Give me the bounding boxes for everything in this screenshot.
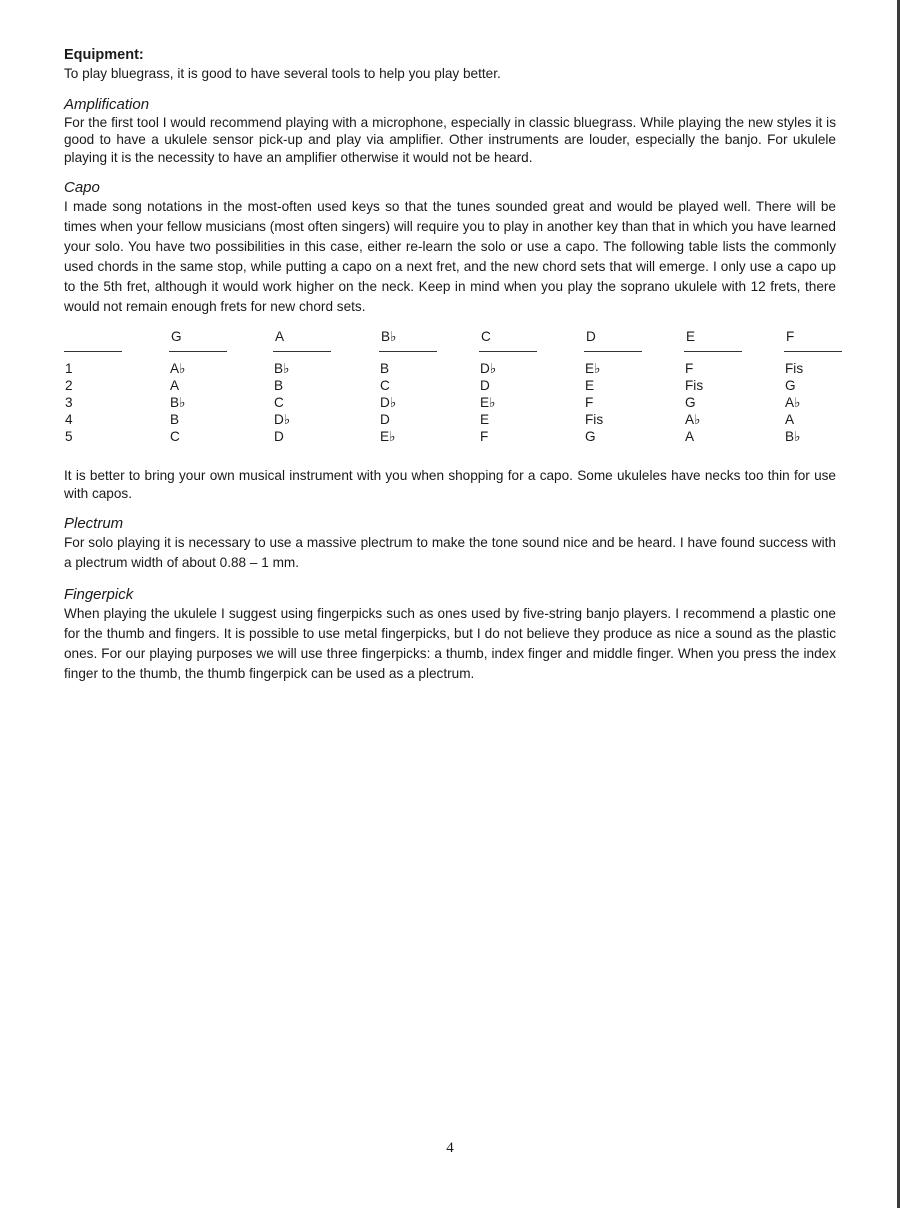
column-rule [684, 351, 742, 352]
chord-cell: C [170, 429, 180, 444]
chord-cell: B [274, 378, 284, 393]
key-header: F [786, 329, 795, 344]
fret-number: 5 [65, 429, 73, 444]
chord-cell: D♭ [380, 395, 397, 410]
chord-cell: F [685, 361, 694, 376]
chord-cell: D♭ [480, 361, 497, 376]
key-column-d [584, 327, 642, 445]
key-column-e [684, 327, 742, 445]
key-header: B♭ [381, 329, 397, 344]
capo-heading: Capo [64, 179, 100, 196]
amplification-paragraph: For the first tool I would recommend playing with a microphone, especially in classic bluegrass. While playing the new styles it is good to have a ukulele sensor pick-up and play via amplifier. Other instruments are louder, especially the banjo. For ukulele playing it is the necessity to have an amplifier otherwise it would not be heard. [64, 114, 836, 165]
chord-cell: B♭ [274, 361, 290, 376]
plectrum-heading: Plectrum [64, 515, 124, 532]
chord-cell: E♭ [380, 429, 396, 444]
fret-number: 1 [65, 361, 73, 376]
equipment-intro: To play bluegrass, it is good to have several tools to help you play better. [64, 66, 501, 81]
key-header: G [171, 329, 182, 344]
chord-cell: Fis [585, 412, 604, 427]
chord-cell: D [274, 429, 284, 444]
column-rule [379, 351, 437, 352]
chord-cell: F [480, 429, 489, 444]
chord-cell: G [685, 395, 696, 410]
chord-cell: B♭ [785, 429, 801, 444]
fingerpick-heading: Fingerpick [64, 586, 134, 603]
fret-number: 2 [65, 378, 73, 393]
chord-cell: G [785, 378, 796, 393]
fret-number: 4 [65, 412, 73, 427]
chord-cell: A [170, 378, 180, 393]
chord-cell: F [585, 395, 594, 410]
chord-cell: C [380, 378, 390, 393]
capo-paragraph: I made song notations in the most-often used keys so that the tunes sounded great and would be played well. There will be times when your fellow musicians (most often singers) will require you to play in another key than that in which you have learned your solo. You have two possibilities in this case, either re-learn the solo or use a capo. The following table lists the commonly used chords in the same stop, while putting a capo on a next fret, and the new chord sets that will emerge. I only use a capo up to the 5th fret, although it would work higher on the neck. Keep in mind when you play the soprano ukulele with 12 frets, there would not remain enough frets for new chord sets. [64, 199, 836, 314]
chord-cell: A♭ [170, 361, 186, 376]
key-column-c [479, 327, 537, 445]
chord-cell: Fis [785, 361, 804, 376]
chord-cell: D [480, 378, 490, 393]
column-rule [784, 351, 842, 352]
chord-cell: E [585, 378, 595, 393]
key-header: C [481, 329, 491, 344]
key-column-b-flat [379, 327, 437, 445]
chord-table [64, 327, 836, 445]
chord-cell: E♭ [585, 361, 601, 376]
chord-cell: A [785, 412, 795, 427]
key-header: D [586, 329, 596, 344]
column-rule [64, 351, 122, 352]
chord-cell: C [274, 395, 284, 410]
chord-cell: D [380, 412, 390, 427]
chord-cell: E♭ [480, 395, 496, 410]
fret-column [64, 327, 122, 445]
fret-number: 3 [65, 395, 73, 410]
chord-cell: A [685, 429, 695, 444]
key-column-g [169, 327, 227, 445]
chord-cell: E [480, 412, 490, 427]
equipment-heading: Equipment: [64, 47, 144, 63]
chord-cell: D♭ [274, 412, 291, 427]
capo-shopping-paragraph: It is better to bring your own musical instrument with you when shopping for a capo. Some ukuleles have necks too thin for use with capos. [64, 468, 836, 501]
chord-cell: Fis [685, 378, 704, 393]
fingerpick-paragraph: When playing the ukulele I suggest using fingerpicks such as ones used by five-string banjo players. I recommend a plastic one for the thumb and fingers. It is possible to use metal fingerpicks, but I do not believe they produce as nice a sound as the plastic ones. For our playing purposes we will use three fingerpicks: a thumb, index finger and middle finger. When you press the index finger to the thumb, the thumb fingerpick can be used as a plectrum. [64, 606, 836, 681]
chord-cell: B♭ [170, 395, 186, 410]
column-rule [169, 351, 227, 352]
amplification-heading: Amplification [64, 95, 150, 113]
chord-cell: B [170, 412, 180, 427]
chord-cell: A♭ [785, 395, 801, 410]
plectrum-paragraph: For solo playing it is necessary to use a massive plectrum to make the tone sound nice and be heard. I have found success with a plectrum width of about 0.88 – 1 mm. [64, 535, 836, 570]
chord-cell: G [585, 429, 596, 444]
chord-cell: B [380, 361, 390, 376]
column-rule [479, 351, 537, 352]
key-header: E [686, 329, 696, 344]
chord-cell: A♭ [685, 412, 701, 427]
page-number: 4 [446, 1140, 454, 1156]
column-rule [273, 351, 331, 352]
document-page [64, 46, 836, 684]
column-rule [584, 351, 642, 352]
key-column-a [273, 327, 331, 445]
key-header: A [275, 329, 285, 344]
key-column-f [784, 327, 842, 445]
